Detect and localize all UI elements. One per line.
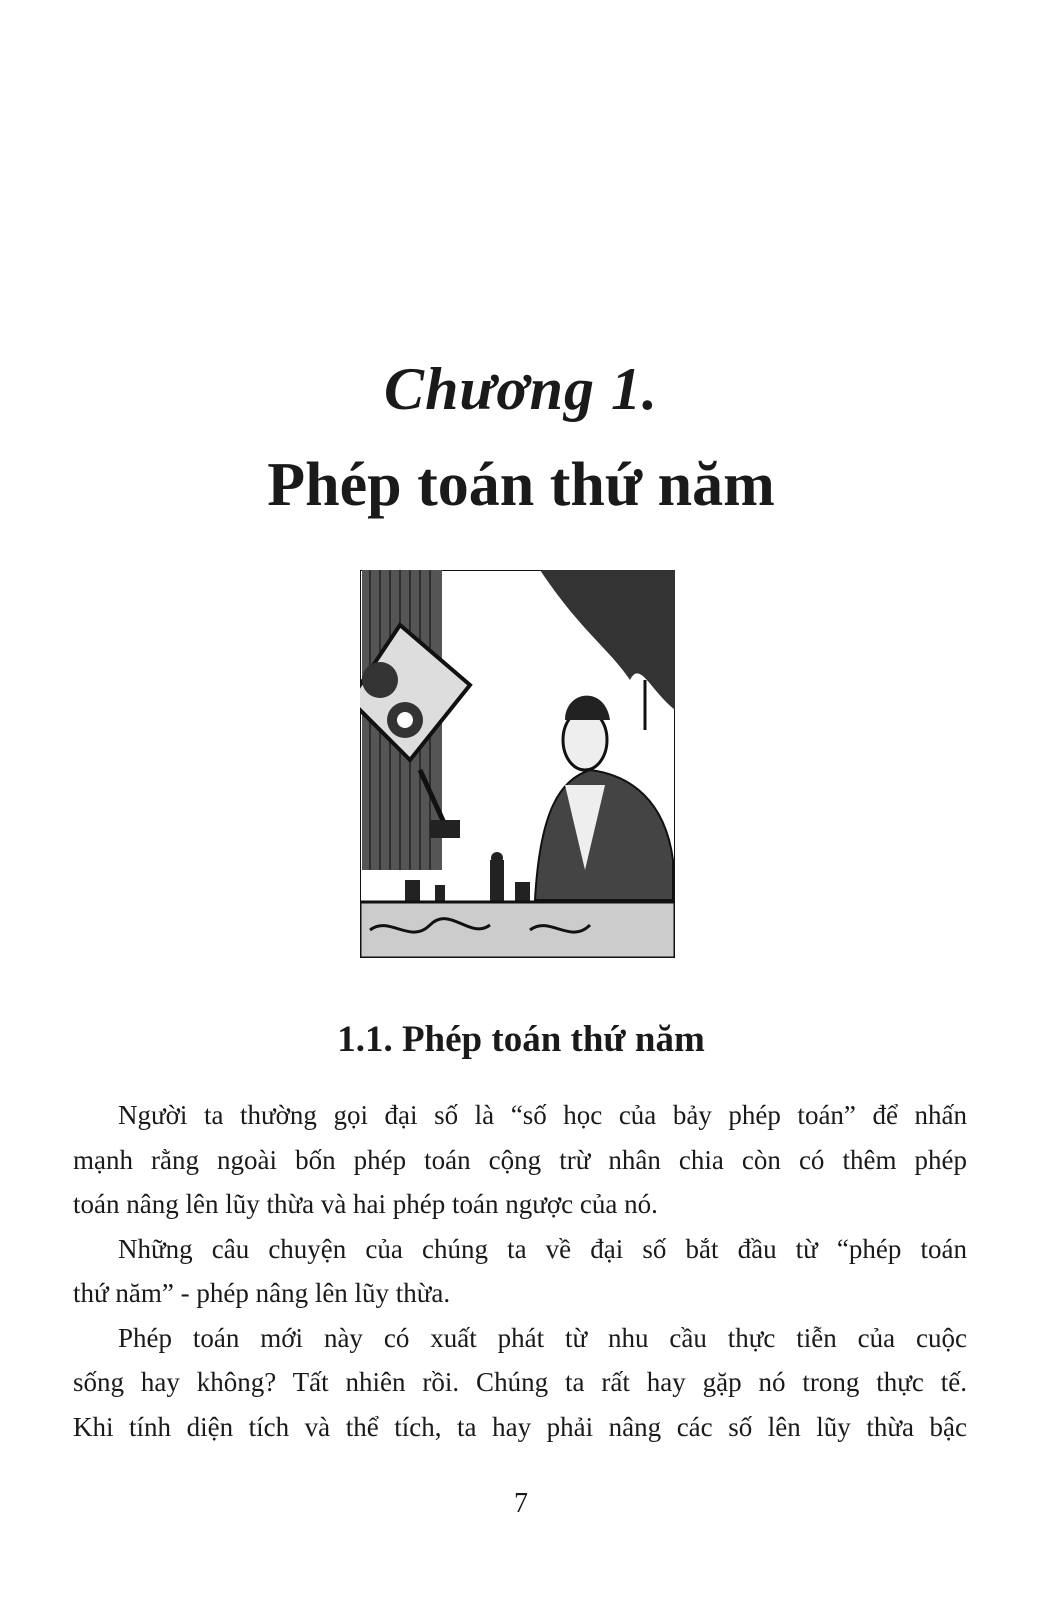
paragraph-line: mạnh rằng ngoài bốn phép toán cộng trừ nhân chia còn có thêm phép	[73, 1144, 967, 1175]
body-text	[73, 1093, 967, 1449]
napoleon-chess-illustration	[360, 570, 675, 958]
paragraph-line: Khi tính diện tích và thể tích, ta hay phải nâng các số lên lũy thừa bậc	[73, 1411, 967, 1442]
chapter-number: Chương 1.	[384, 356, 658, 422]
section-heading: 1.1. Phép toán thứ năm	[337, 1019, 705, 1060]
paragraph-line: Những câu chuyện của chúng ta về đại số bắt đầu từ “phép toán	[118, 1233, 967, 1264]
paragraph-line: Người ta thường gọi đại số là “số học của bảy phép toán” để nhấn	[118, 1100, 967, 1130]
page-number: 7	[514, 1488, 528, 1519]
chapter-title: Phép toán thứ năm	[267, 451, 775, 519]
paragraph-line: Phép toán mới này có xuất phát từ nhu cầu thực tiễn của cuộc	[118, 1322, 967, 1353]
paragraph-line: toán nâng lên lũy thừa và hai phép toán ngược của nó.	[73, 1189, 658, 1219]
paragraph-line: sống hay không? Tất nhiên rồi. Chúng ta rất hay gặp nó trong thực tế.	[73, 1367, 967, 1397]
paragraph-line: thứ năm” - phép nâng lên lũy thừa.	[73, 1278, 451, 1308]
